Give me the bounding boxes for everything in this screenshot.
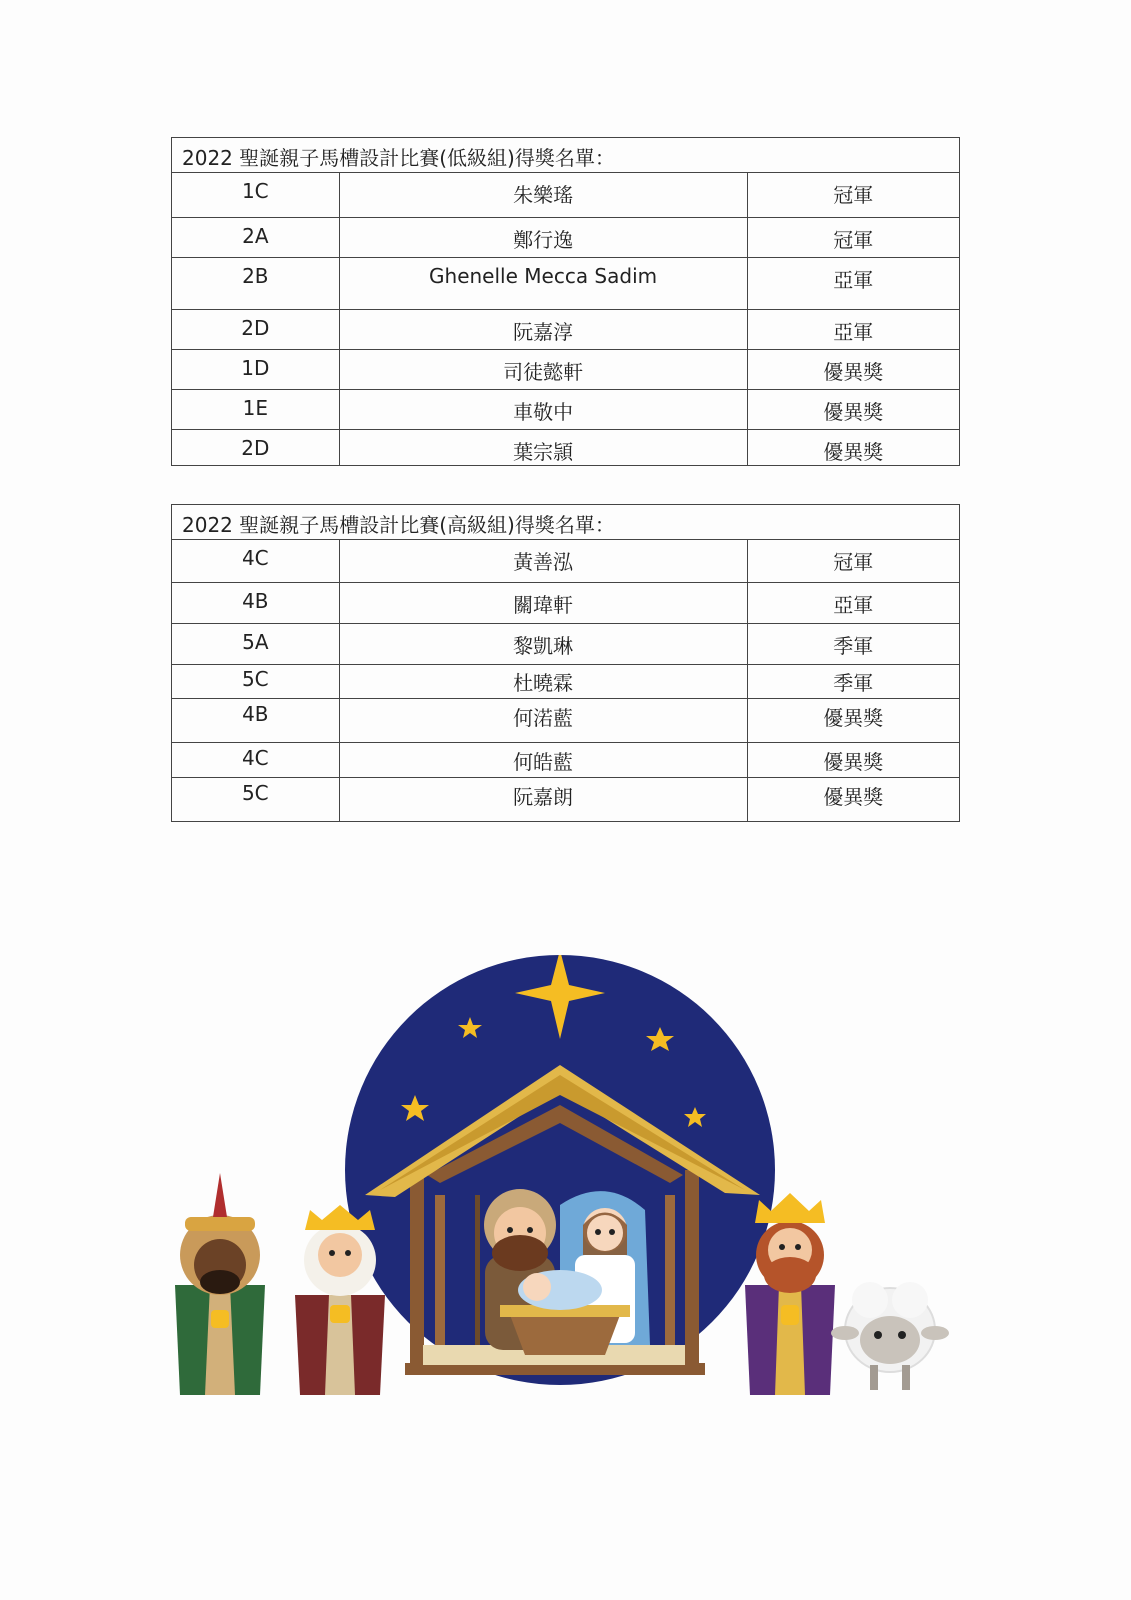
table-row — [172, 624, 960, 665]
award-cell: 優異獎 — [747, 699, 960, 743]
name-cell: 黃善泓 — [339, 540, 747, 583]
award-cell: 亞軍 — [747, 258, 959, 310]
wise-man-left — [175, 1173, 265, 1395]
name-cell: Ghenelle Mecca Sadim — [339, 258, 747, 310]
table-row — [172, 583, 960, 624]
award-table-upper-grade — [171, 504, 960, 822]
name-cell: 葉宗頴 — [339, 430, 747, 466]
award-cell: 冠軍 — [747, 540, 960, 583]
table-row — [172, 665, 960, 699]
name-cell: 何渃藍 — [339, 699, 747, 743]
class-cell: 2D — [172, 430, 340, 466]
class-cell: 2D — [172, 310, 340, 350]
award-cell: 季軍 — [747, 665, 960, 699]
award-cell: 優異獎 — [747, 430, 959, 466]
name-cell: 杜曉霖 — [339, 665, 747, 699]
class-cell: 1D — [172, 350, 340, 390]
award-cell: 優異獎 — [747, 350, 959, 390]
table-row — [172, 258, 960, 310]
table-row — [172, 390, 960, 430]
award-cell: 優異獎 — [747, 778, 960, 822]
table-row — [172, 430, 960, 466]
class-cell: 5C — [172, 778, 340, 822]
table-title: 2022 聖誕親子馬槽設計比賽(高級組)得獎名單： — [172, 505, 960, 540]
name-cell: 阮嘉淳 — [339, 310, 747, 350]
table-row — [172, 778, 960, 822]
name-cell: 朱樂瑤 — [339, 173, 747, 218]
class-cell: 4C — [172, 743, 340, 778]
award-table-lower-grade — [171, 137, 960, 466]
table-row — [172, 743, 960, 778]
table-row — [172, 350, 960, 390]
table-row — [172, 310, 960, 350]
award-cell: 冠軍 — [747, 218, 959, 258]
name-cell: 阮嘉朗 — [339, 778, 747, 822]
award-cell: 冠軍 — [747, 173, 959, 218]
class-cell: 2A — [172, 218, 340, 258]
class-cell: 2B — [172, 258, 340, 310]
class-cell: 1C — [172, 173, 340, 218]
table-row — [172, 699, 960, 743]
class-cell: 4C — [172, 540, 340, 583]
class-cell: 5A — [172, 624, 340, 665]
table-row — [172, 218, 960, 258]
class-cell: 5C — [172, 665, 340, 699]
class-cell: 4B — [172, 583, 340, 624]
table-row — [172, 540, 960, 583]
award-cell: 季軍 — [747, 624, 960, 665]
name-cell: 車敬中 — [339, 390, 747, 430]
award-cell: 亞軍 — [747, 583, 960, 624]
sheep-figure — [831, 1282, 949, 1390]
table-title: 2022 聖誕親子馬槽設計比賽(低級組)得獎名單： — [172, 138, 960, 173]
name-cell: 黎凱琳 — [339, 624, 747, 665]
name-cell: 何皓藍 — [339, 743, 747, 778]
class-cell: 4B — [172, 699, 340, 743]
table-row — [172, 173, 960, 218]
award-cell: 優異獎 — [747, 743, 960, 778]
award-cell: 亞軍 — [747, 310, 959, 350]
name-cell: 關瑋軒 — [339, 583, 747, 624]
award-cell: 優異獎 — [747, 390, 959, 430]
nativity-illustration — [165, 955, 965, 1415]
name-cell: 鄭行逸 — [339, 218, 747, 258]
class-cell: 1E — [172, 390, 340, 430]
name-cell: 司徒懿軒 — [339, 350, 747, 390]
